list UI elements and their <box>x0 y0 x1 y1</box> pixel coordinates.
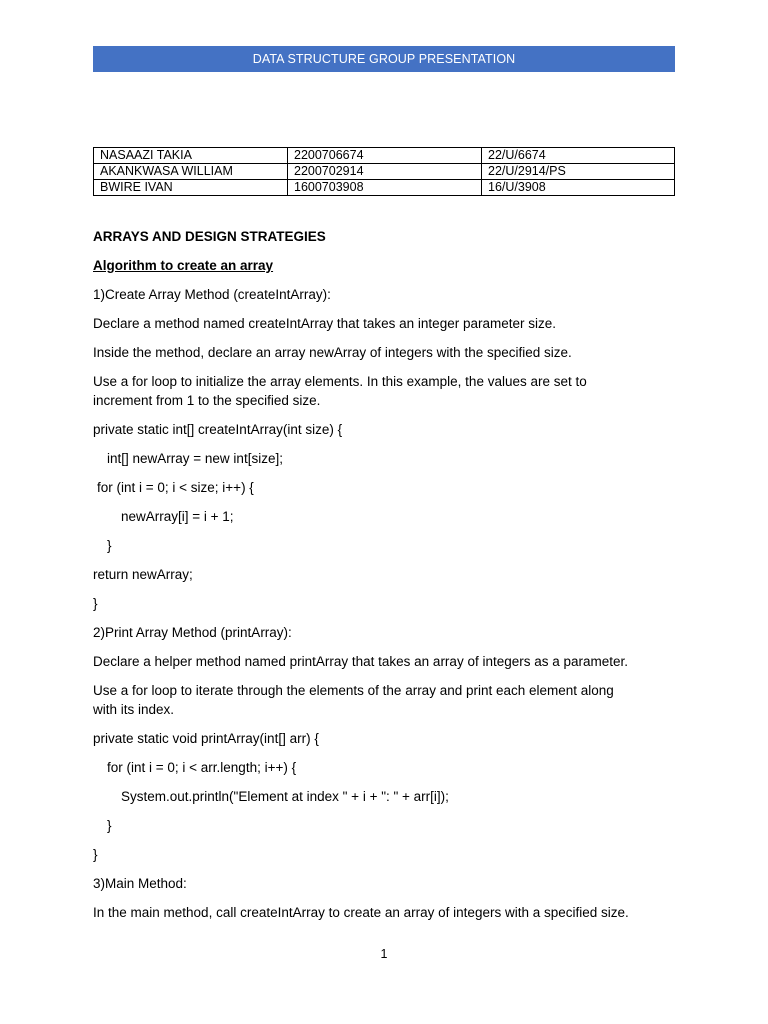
code-line: } <box>107 538 112 553</box>
paragraph: Declare a method named createIntArray that takes an integer parameter size. <box>93 316 556 331</box>
table-row <box>94 180 675 196</box>
member-student-number: 22/U/6674 <box>482 148 675 164</box>
step-heading: 3)Main Method: <box>93 876 187 891</box>
code-line: newArray[i] = i + 1; <box>121 509 234 524</box>
paragraph: In the main method, call createIntArray to create an array of integers with a specified size. <box>93 905 629 920</box>
member-reg-number: 2200706674 <box>288 148 482 164</box>
paragraph: Inside the method, declare an array newArray of integers with the specified size. <box>93 345 572 360</box>
member-student-number: 16/U/3908 <box>482 180 675 196</box>
paragraph: Use a for loop to iterate through the elements of the array and print each element along <box>93 683 614 698</box>
code-line: return newArray; <box>93 567 193 582</box>
member-reg-number: 1600703908 <box>288 180 482 196</box>
code-line: for (int i = 0; i < size; i++) { <box>97 480 254 495</box>
paragraph: increment from 1 to the specified size. <box>93 393 321 408</box>
page-number: 1 <box>380 947 388 961</box>
member-student-number: 22/U/2914/PS <box>482 164 675 180</box>
step-heading: 1)Create Array Method (createIntArray): <box>93 287 331 302</box>
paragraph: with its index. <box>93 702 175 717</box>
document-title-banner: DATA STRUCTURE GROUP PRESENTATION <box>93 46 675 72</box>
code-line: for (int i = 0; i < arr.length; i++) { <box>107 760 297 775</box>
paragraph: Declare a helper method named printArray that takes an array of integers as a parameter. <box>93 654 629 669</box>
paragraph: Use a for loop to initialize the array elements. In this example, the values are set to <box>93 374 587 389</box>
step-heading: 2)Print Array Method (printArray): <box>93 625 292 640</box>
code-line: } <box>107 818 112 833</box>
code-line: int[] newArray = new int[size]; <box>107 451 283 466</box>
code-line: private static int[] createIntArray(int size) { <box>93 422 343 437</box>
subheading: Algorithm to create an array <box>93 258 274 273</box>
member-reg-number: 2200702914 <box>288 164 482 180</box>
group-members-table <box>93 147 675 196</box>
code-line: } <box>93 847 98 862</box>
code-line: } <box>93 596 98 611</box>
code-line: private static void printArray(int[] arr) { <box>93 731 319 746</box>
code-line: System.out.println("Element at index " + i + ": " + arr[i]); <box>121 789 449 804</box>
member-name: NASAAZI TAKIA <box>94 148 288 164</box>
table-row <box>94 164 675 180</box>
section-heading: ARRAYS AND DESIGN STRATEGIES <box>93 229 326 244</box>
member-name: BWIRE IVAN <box>94 180 288 196</box>
table-row <box>94 148 675 164</box>
member-name: AKANKWASA WILLIAM <box>94 164 288 180</box>
